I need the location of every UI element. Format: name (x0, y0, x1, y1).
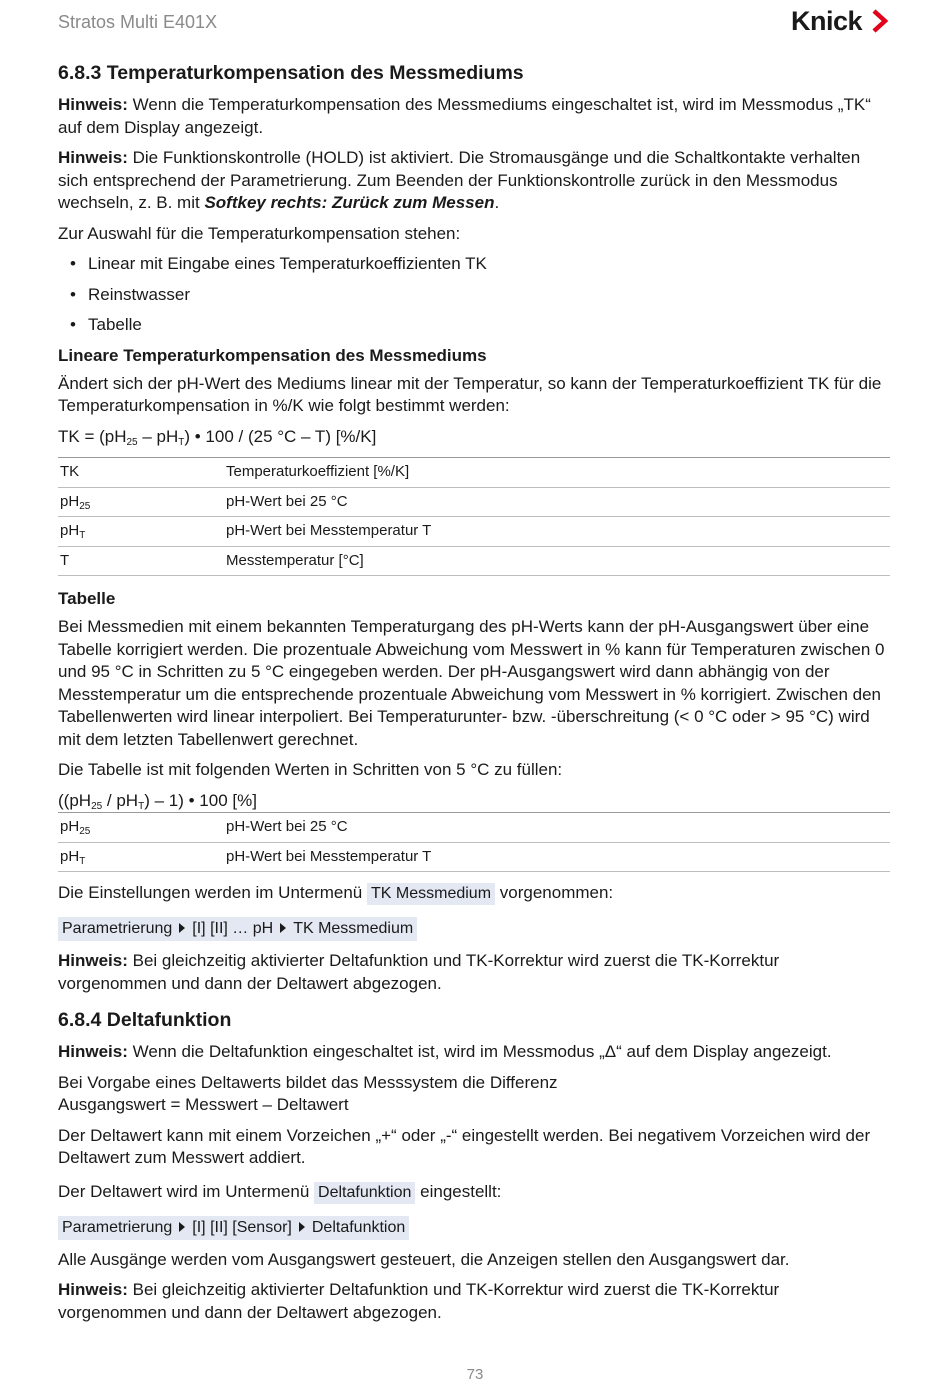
formula-sub: T (178, 436, 185, 448)
symbol-cell: TK (58, 458, 224, 488)
tk-formula (58, 426, 890, 449)
formula-part: ) – 1) • 100 [%] (144, 790, 257, 810)
menu-reference-deltafunktion: Deltafunktion (314, 1182, 415, 1204)
linear-heading: Lineare Temperaturkompensation des Messmediums (58, 345, 487, 365)
table-heading: Tabelle (58, 589, 116, 608)
path-item: Parametrierung (62, 920, 173, 937)
table-row (58, 842, 890, 872)
table-text: Bei Messmedien mit einem bekannten Temperaturgang des pH-Werts kann der pH-Ausgangswert über eine Tabelle korrigiert werden. Die prozentuale Abweichung vom Messwert in % kann für Temperaturen zwischen 0 und 95 °C in Schritten zu 5 °C eingegeben werden. Der pH-Ausgangswert wird dann abhängig von der Messtemperatur um die entsprechende prozentuale Abweichung vom Messwert in % korrigiert. Zwischen den Tabellenwerten wird linear interpoliert. Bei Temperaturunter- bzw. -überschreitung (< 0 °C oder > 95 °C) wird mit dem letzten Tabellenwert gerechnet. (58, 617, 885, 749)
text: Ausgangswert = Messwert – Deltawert (58, 1095, 349, 1114)
description-cell: Messtemperatur [°C] (224, 546, 890, 576)
formula-part: ((pH (58, 790, 92, 810)
text: Der Deltawert wird im Untermenü (58, 1181, 315, 1201)
symbol-cell: $pH_T$ (58, 842, 224, 872)
note-delta-tk (58, 950, 890, 995)
settings-text (58, 882, 890, 905)
menu-reference-tk-messmedium: TK Messmedium (367, 883, 495, 905)
formula-part: TK = (pH (58, 426, 127, 446)
caret-right-icon (280, 923, 286, 933)
document-title: Stratos Multi E401X (58, 12, 218, 32)
note-label: Hinweis: (58, 95, 128, 114)
description-cell: pH-Wert bei 25 °C (224, 813, 890, 843)
text: Die Einstellungen werden im Untermenü (58, 883, 367, 902)
formula-sub: 25 (91, 800, 103, 812)
chevron-right-icon (870, 9, 890, 33)
note-text: Bei gleichzeitig aktivierter Deltafunktion und TK-Korrektur wird zuerst die TK-Korrektur vorgenommen und dann der Deltawert abgezogen. (58, 1280, 780, 1322)
percent-formula (58, 790, 890, 813)
note-delta-display (58, 1041, 890, 1064)
section-heading-6-8-3: 6.8.3 Temperaturkompensation des Messmediums (58, 62, 524, 84)
note-text: Wenn die Temperaturkompensation des Messmediums eingeschaltet ist, wird im Messmodus „TK“ auf dem Display angezeigt. (58, 95, 871, 137)
softkey-reference: Softkey rechts: Zurück zum Messen (204, 193, 495, 212)
list-item: • Tabelle (58, 314, 890, 337)
path-item: [I] [II] [Sensor] (192, 1218, 292, 1236)
symbol-table-percent (58, 812, 890, 872)
note-delta-tk-2 (58, 1279, 890, 1324)
formula-part: – pH (137, 426, 179, 446)
section-heading-6-8-4: 6.8.4 Deltafunktion (58, 1009, 232, 1031)
table-row (58, 546, 890, 576)
logo-text: Knick (790, 5, 862, 36)
description-cell: Temperaturkoeffizient [%/K] (224, 458, 890, 488)
table-row (58, 458, 890, 488)
knick-logo (791, 6, 890, 36)
menu-path-delta (58, 1216, 409, 1240)
symbol-cell: T (58, 546, 224, 576)
caret-right-icon (179, 1222, 185, 1232)
path-item: [I] [II] … pH (192, 920, 274, 937)
page-header (58, 5, 890, 36)
note-label: Hinweis: (58, 1042, 128, 1061)
menu-path-tk (58, 917, 417, 941)
main-content (58, 60, 890, 1332)
note-hold (58, 147, 890, 215)
table-row (58, 813, 890, 843)
formula-sub: T (138, 800, 145, 812)
formula-sub: 25 (126, 436, 138, 448)
text: Bei Vorgabe eines Deltawerts bildet das Messsystem die Differenz (58, 1072, 558, 1092)
symbol-cell: $pH_{25}$ (58, 487, 224, 517)
description-cell: pH-Wert bei 25 °C (224, 487, 890, 517)
delta-menu-text (58, 1181, 890, 1204)
formula-part: ) • 100 / (25 °C – T) [%/K] (184, 426, 377, 446)
text: vorgenommen: (495, 883, 614, 902)
compensation-options-list (58, 253, 890, 337)
note-tk-display (58, 94, 890, 139)
description-cell: pH-Wert bei Messtemperatur T (224, 842, 890, 872)
note-text: Wenn die Deltafunktion eingeschaltet ist, wird im Messmodus „Δ“ auf dem Display angezeigt. (127, 1042, 832, 1061)
symbol-table-linear (58, 457, 890, 576)
note-text: Die Funktionskontrolle (HOLD) ist aktiviert. Die Stromausgänge und die Schaltkontakte verhalten sich entsprechend der Parametrierung. Zum Beenden der Funktionskontrolle zurück in den Messmodus wechseln, z. B. mit (58, 148, 861, 212)
note-label: Hinweis: (58, 148, 128, 167)
symbol-cell: $pH_T$ (58, 517, 224, 547)
description-cell: pH-Wert bei Messtemperatur T (224, 517, 890, 547)
note-label: Hinweis: (58, 1280, 128, 1299)
fill-text: Die Tabelle ist mit folgenden Werten in Schritten von 5 °C zu füllen: (58, 760, 563, 779)
list-item: • Linear mit Eingabe eines Temperaturkoeffizienten TK (58, 253, 890, 276)
caret-right-icon (299, 1222, 305, 1232)
delta-sign-text: Der Deltawert kann mit einem Vorzeichen „+“ oder „-“ eingestellt werden. Bei negativem Vorzeichen wird der Deltawert zum Messwert addiert. (58, 1125, 871, 1167)
path-item: Deltafunktion (311, 1218, 406, 1236)
list-item: • Reinstwasser (58, 284, 890, 307)
text: eingestellt: (415, 1181, 502, 1201)
note-end: . (494, 193, 500, 212)
note-label: Hinweis: (58, 951, 128, 970)
path-item: Parametrierung (62, 1218, 173, 1236)
note-text: Bei gleichzeitig aktivierter Deltafunktion und TK-Korrektur wird zuerst die TK-Korrektur vorgenommen und dann der Deltawert abgezogen. (58, 951, 780, 993)
linear-text: Ändert sich der pH-Wert des Mediums linear mit der Temperatur, so kann der Temperaturkoeffizient TK für die Temperaturkompensation in %/K wie folgt bestimmt werden: (58, 373, 882, 415)
choice-intro: Zur Auswahl für die Temperaturkompensation stehen: (58, 223, 461, 243)
delta-definition (58, 1072, 890, 1117)
symbol-cell: $pH_{25}$ (58, 813, 224, 843)
table-row (58, 517, 890, 547)
caret-right-icon (179, 923, 185, 933)
path-item: TK Messmedium (293, 920, 414, 937)
table-row (58, 487, 890, 517)
page-number: 73 (466, 1366, 484, 1383)
outputs-text: Alle Ausgänge werden vom Ausgangswert gesteuert, die Anzeigen stellen den Ausgangswert dar. (58, 1249, 790, 1269)
formula-part: / pH (102, 790, 139, 810)
